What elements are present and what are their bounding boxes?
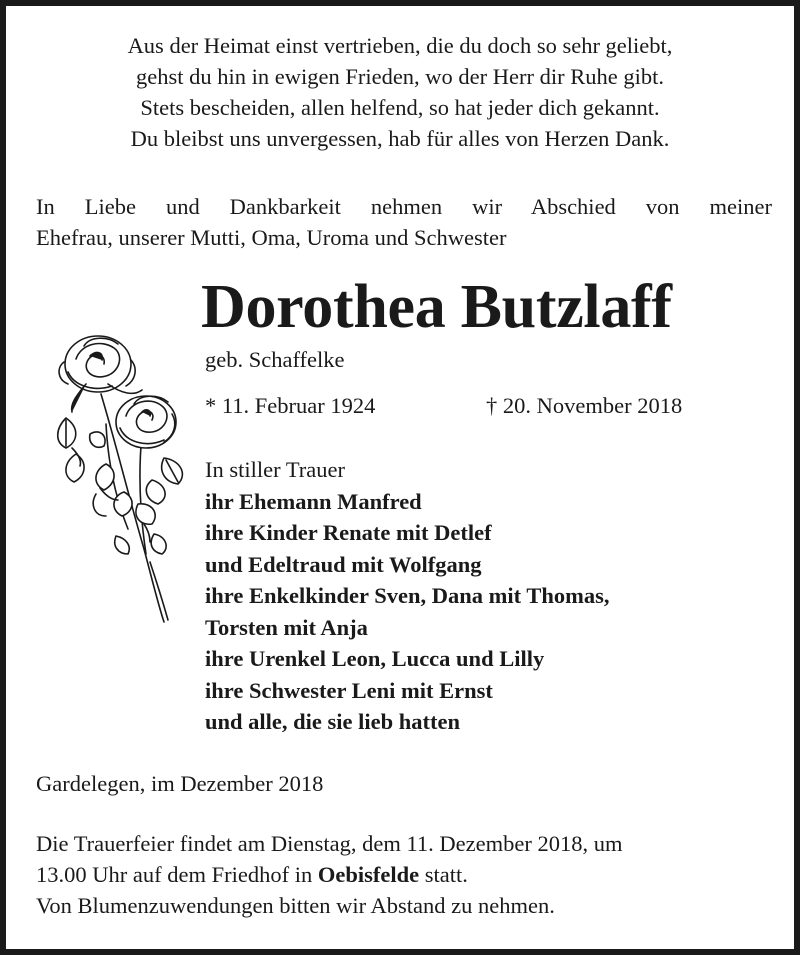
notice-text: 13.00 Uhr auf dem Friedhof in xyxy=(36,862,318,887)
mourners-list xyxy=(205,454,609,738)
funeral-place: Oebisfelde xyxy=(317,862,420,887)
death-date: † 20. November 2018 xyxy=(486,393,683,418)
poem-line: Stets bescheiden, allen helfend, so hat jeder dich gekannt. xyxy=(140,95,660,120)
intro-line: In Liebe und Dankbarkeit nehmen wir Abschied von meiner xyxy=(36,194,772,219)
mourner-line: ihre Kinder Renate mit Detlef xyxy=(205,520,492,545)
mourner-line: ihre Schwester Leni mit Ernst xyxy=(205,677,493,703)
notice-line xyxy=(36,859,776,890)
notice-line: Von Blumenzuwendungen bitten wir Abstand zu nehmen. xyxy=(36,893,555,918)
mourners-heading: In stiller Trauer xyxy=(205,457,345,482)
poem-line: Du bleibst uns unvergessen, hab für alles von Herzen Dank. xyxy=(130,126,670,151)
rose-icon xyxy=(46,324,196,629)
notice-text: statt. xyxy=(419,862,468,887)
deceased-name: Dorothea Butzlaff xyxy=(201,273,672,341)
funeral-notice xyxy=(36,828,776,921)
intro-line: Ehefrau, unserer Mutti, Oma, Uroma und Schwester xyxy=(36,225,507,250)
mourner-line: und alle, die sie lieb hatten xyxy=(205,709,461,734)
maiden-name: geb. Schaffelke xyxy=(205,347,345,372)
memorial-poem xyxy=(26,30,774,154)
birth-date: * 11. Februar 1924 xyxy=(205,393,376,418)
place-date: Gardelegen, im Dezember 2018 xyxy=(36,771,324,796)
farewell-intro xyxy=(36,191,772,253)
mourner-line: und Edeltraud mit Wolfgang xyxy=(205,551,482,577)
mourner-line: ihre Urenkel Leon, Lucca und Lilly xyxy=(205,646,545,671)
poem-line: Aus der Heimat einst vertrieben, die du doch so sehr geliebt, xyxy=(127,33,673,58)
mourner-line: Torsten mit Anja xyxy=(205,614,368,640)
mourner-line: ihr Ehemann Manfred xyxy=(205,488,422,514)
poem-line: gehst du hin in ewigen Frieden, wo der Herr dir Ruhe gibt. xyxy=(135,64,664,89)
mourner-line: ihre Enkelkinder Sven, Dana mit Thomas, xyxy=(205,583,610,608)
notice-line: Die Trauerfeier findet am Dienstag, dem 11. Dezember 2018, um xyxy=(36,831,623,856)
